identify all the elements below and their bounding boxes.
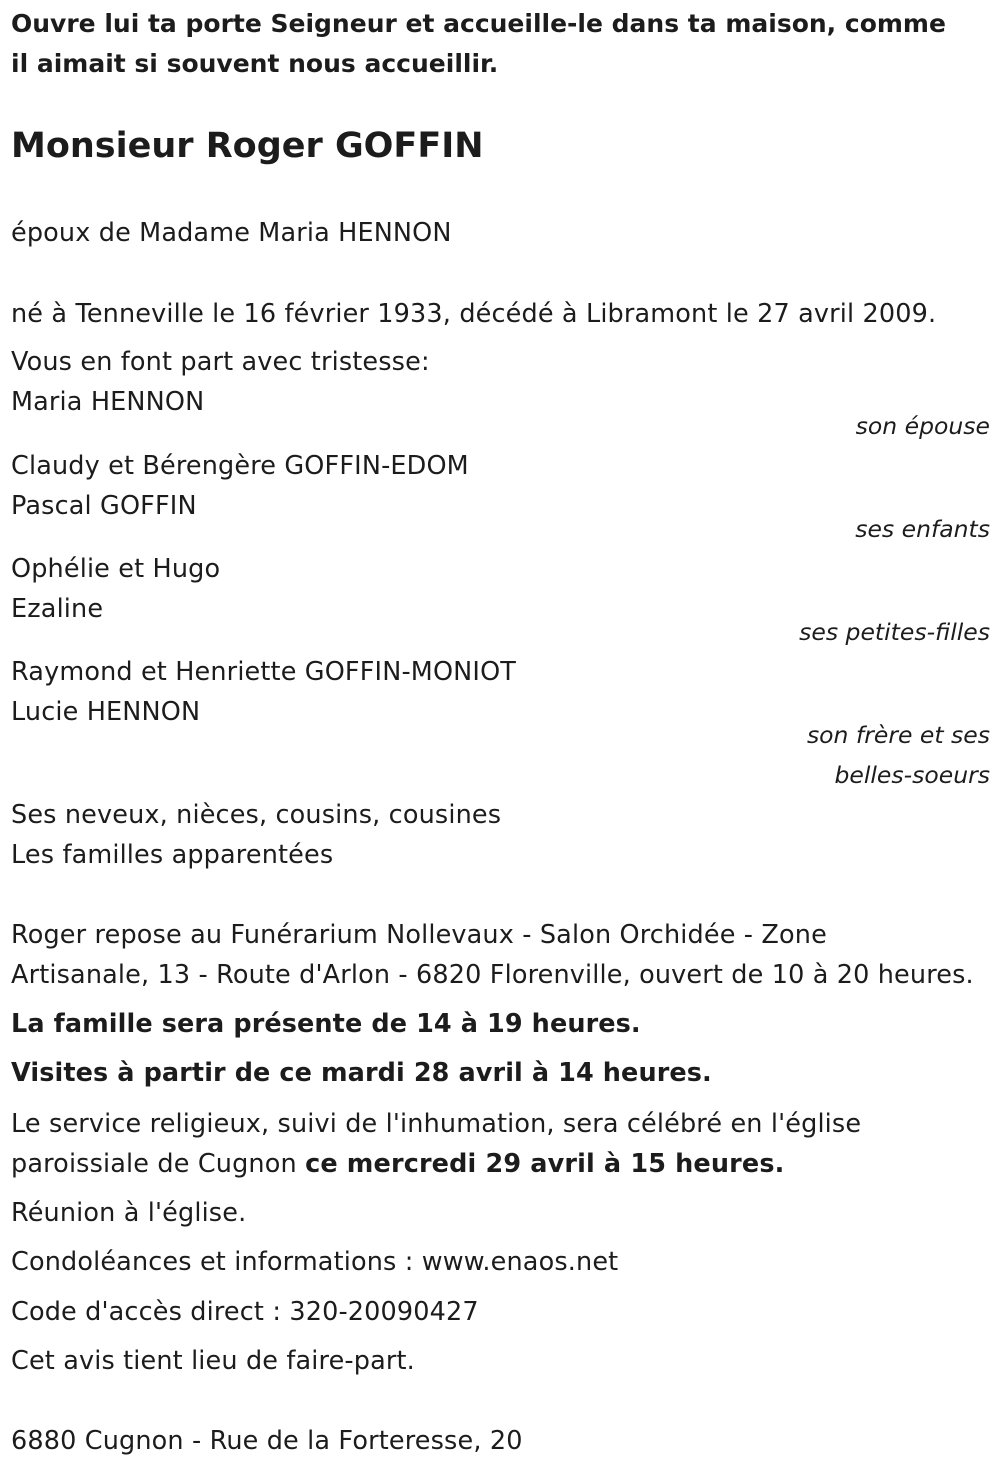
family-presence: La famille sera présente de 14 à 19 heures. [11, 1009, 641, 1039]
relatives-1: Ses neveux, nièces, cousins, cousines [11, 800, 502, 830]
grandchild-2: Ezaline [11, 594, 104, 624]
grandchild-1: Ophélie et Hugo [11, 554, 221, 584]
deceased-name: Monsieur Roger GOFFIN [11, 126, 484, 166]
service-line1: Le service religieux, suivi de l'inhumation, sera célébré en l'église [11, 1109, 862, 1139]
opening-quote: Ouvre lui ta porte Seigneur et accueille-le dans ta maison, comme il aimait si souvent nous accueillir. [11, 9, 946, 78]
siblings-role-line1: son frère et ses [806, 721, 990, 749]
relatives-2: Les familles apparentées [11, 840, 334, 870]
birth-death-line: né à Tenneville le 16 février 1933, décédé à Libramont le 27 avril 2009. [11, 299, 937, 329]
spouse-role: son épouse [855, 412, 990, 440]
condolences: Condoléances et informations : www.enaos.net [11, 1247, 619, 1277]
address: 6880 Cugnon - Rue de la Forteresse, 20 [11, 1426, 523, 1456]
service-line2-prefix: paroissiale de Cugnon [11, 1149, 306, 1179]
children-role: ses enfants [855, 515, 990, 543]
funerarium-line1: Roger repose au Funérarium Nollevaux - Salon Orchidée - Zone [11, 920, 827, 950]
child-1: Claudy et Bérengère GOFFIN-EDOM [11, 451, 469, 481]
funerarium-line2: Artisanale, 13 - Route d'Arlon - 6820 Florenville, ouvert de 10 à 20 heures. [11, 960, 974, 990]
sibling-1: Raymond et Henriette GOFFIN-MONIOT [11, 657, 517, 687]
grandchildren-role: ses petites-filles [799, 618, 990, 646]
access-code: Code d'accès direct : 320-20090427 [11, 1297, 479, 1327]
spouse-name: Maria HENNON [11, 387, 205, 417]
meeting: Réunion à l'église. [11, 1198, 247, 1228]
visits: Visites à partir de ce mardi 28 avril à 14 heures. [11, 1058, 712, 1088]
announcement-intro: Vous en font part avec tristesse: [11, 347, 430, 377]
service-date: ce mercredi 29 avril à 15 heures. [305, 1149, 785, 1179]
child-2: Pascal GOFFIN [11, 491, 197, 521]
service-line2 [11, 1144, 785, 1184]
sibling-2: Lucie HENNON [11, 697, 201, 727]
notice: Cet avis tient lieu de faire-part. [11, 1346, 415, 1376]
siblings-role-line2: belles-soeurs [834, 761, 990, 789]
spouse-line: époux de Madame Maria HENNON [11, 218, 452, 248]
